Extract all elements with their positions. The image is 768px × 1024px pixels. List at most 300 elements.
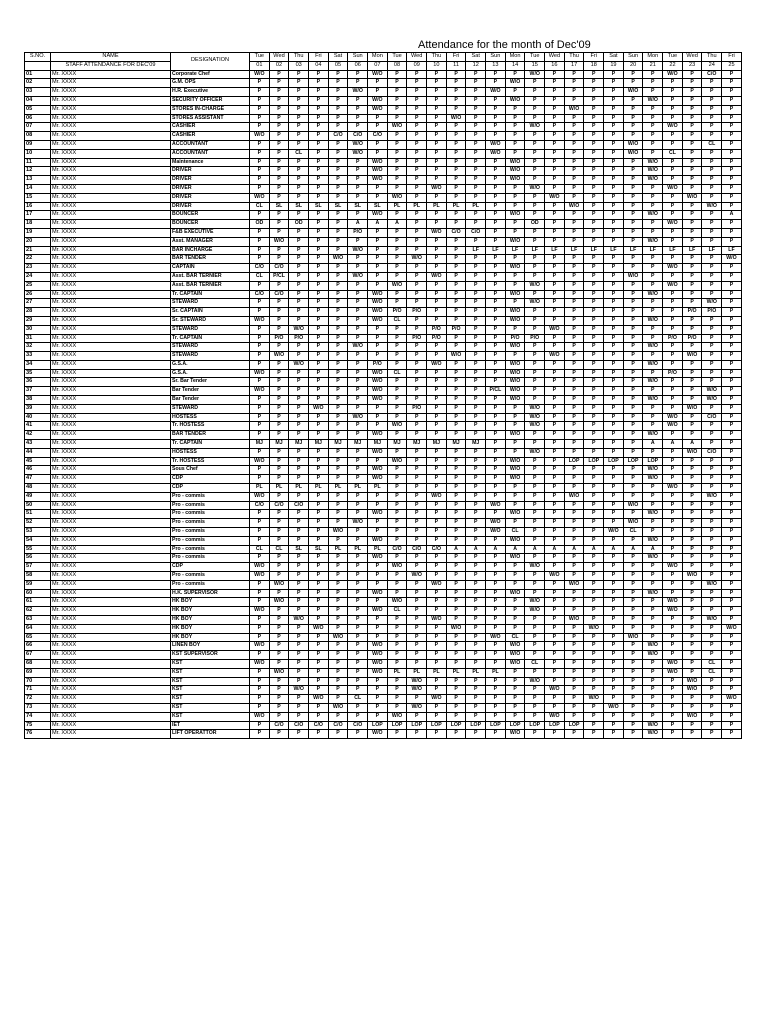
attendance-cell: P	[722, 149, 742, 158]
attendance-cell: P	[682, 132, 702, 141]
attendance-cell: P	[368, 334, 388, 343]
attendance-cell: P	[486, 624, 506, 633]
attendance-cell: P	[682, 598, 702, 607]
attendance-cell: P	[623, 220, 643, 229]
attendance-cell: P	[466, 369, 486, 378]
attendance-cell: P	[584, 360, 604, 369]
attendance-cell: P	[289, 211, 309, 220]
attendance-cell: P	[722, 202, 742, 211]
staff-name-cell: Mr. XXXX	[51, 712, 171, 721]
serial-number-cell: 76	[25, 730, 51, 739]
attendance-cell: P	[446, 176, 466, 185]
attendance-cell: P	[446, 387, 466, 396]
attendance-cell: P	[328, 712, 348, 721]
attendance-cell: P	[604, 466, 624, 475]
attendance-cell: P	[545, 237, 565, 246]
attendance-cell: P	[682, 659, 702, 668]
serial-number-cell: 35	[25, 369, 51, 378]
attendance-cell: P	[250, 360, 270, 369]
attendance-cell: P	[486, 237, 506, 246]
attendance-cell: P	[427, 378, 447, 387]
attendance-cell: P	[446, 695, 466, 704]
attendance-cell: LOP	[427, 721, 447, 730]
attendance-cell: P	[407, 413, 427, 422]
attendance-cell: P	[427, 510, 447, 519]
attendance-cell: P	[722, 70, 742, 79]
table-row	[25, 651, 742, 660]
serial-number-cell: 20	[25, 237, 51, 246]
attendance-cell: P	[387, 730, 407, 739]
attendance-cell: P	[387, 211, 407, 220]
attendance-cell: P	[486, 167, 506, 176]
attendance-cell: C/O	[446, 228, 466, 237]
attendance-cell: P	[309, 448, 329, 457]
attendance-cell: P	[427, 132, 447, 141]
attendance-cell: P	[269, 149, 289, 158]
attendance-cell: P	[466, 659, 486, 668]
attendance-cell: P	[564, 404, 584, 413]
attendance-cell: P	[250, 422, 270, 431]
attendance-cell: P	[663, 519, 683, 528]
attendance-cell: CL	[387, 607, 407, 616]
attendance-cell: P	[309, 167, 329, 176]
attendance-cell: P	[269, 378, 289, 387]
attendance-cell: P	[427, 484, 447, 493]
staff-name-cell: Mr. XXXX	[51, 492, 171, 501]
attendance-cell: P	[427, 633, 447, 642]
attendance-cell: P	[663, 114, 683, 123]
attendance-cell: P	[368, 228, 388, 237]
attendance-cell: P	[643, 79, 663, 88]
attendance-cell: C/O	[348, 132, 368, 141]
attendance-cell: W/O	[702, 387, 722, 396]
attendance-cell: P	[525, 369, 545, 378]
attendance-cell: P	[368, 140, 388, 149]
attendance-cell: P	[387, 246, 407, 255]
attendance-cell: P	[309, 264, 329, 273]
attendance-cell: C/O	[269, 721, 289, 730]
attendance-cell: P	[466, 290, 486, 299]
serial-number-cell: 01	[25, 70, 51, 79]
designation-cell: Pro - commis	[171, 492, 250, 501]
attendance-cell: P	[427, 589, 447, 598]
attendance-cell: P	[309, 616, 329, 625]
serial-number-cell: 13	[25, 176, 51, 185]
attendance-cell: W/O	[328, 528, 348, 537]
attendance-cell: P	[446, 475, 466, 484]
attendance-cell: P/O	[505, 334, 525, 343]
attendance-cell: P	[722, 360, 742, 369]
attendance-cell: P	[623, 651, 643, 660]
attendance-cell: P	[623, 642, 643, 651]
designation-cell: Pro - commis	[171, 510, 250, 519]
staff-name-cell: Mr. XXXX	[51, 624, 171, 633]
day-header: Fri	[584, 53, 604, 62]
attendance-cell: W/O	[505, 211, 525, 220]
attendance-cell: W/O	[250, 607, 270, 616]
attendance-cell: P/O	[682, 334, 702, 343]
attendance-cell: P	[309, 237, 329, 246]
attendance-cell: P	[309, 501, 329, 510]
attendance-cell: W/O	[525, 299, 545, 308]
date-header: 25	[722, 61, 742, 70]
attendance-cell: LF	[722, 246, 742, 255]
attendance-cell: P	[486, 703, 506, 712]
attendance-cell: W/O	[250, 132, 270, 141]
attendance-cell: P	[604, 184, 624, 193]
attendance-cell: P	[702, 475, 722, 484]
designation-cell: KST	[171, 686, 250, 695]
attendance-cell: P	[682, 721, 702, 730]
attendance-cell: W/O	[643, 378, 663, 387]
attendance-cell: P	[446, 281, 466, 290]
date-header: 12	[466, 61, 486, 70]
attendance-cell: P	[250, 510, 270, 519]
attendance-cell: W/O	[525, 598, 545, 607]
attendance-cell: P	[427, 114, 447, 123]
attendance-cell: P	[328, 695, 348, 704]
attendance-cell: P	[289, 352, 309, 361]
attendance-cell: CL	[623, 528, 643, 537]
attendance-cell: P	[446, 264, 466, 273]
attendance-cell: P	[584, 211, 604, 220]
attendance-cell: P	[407, 158, 427, 167]
designation-cell: STEWARD	[171, 299, 250, 308]
attendance-cell: P	[269, 413, 289, 422]
staff-name-cell: Mr. XXXX	[51, 272, 171, 281]
attendance-cell: CL	[348, 695, 368, 704]
attendance-cell: P	[407, 220, 427, 229]
attendance-cell: P	[328, 431, 348, 440]
attendance-cell: P	[309, 607, 329, 616]
attendance-cell: P	[702, 703, 722, 712]
designation-cell: HK BOY	[171, 624, 250, 633]
attendance-cell: P	[584, 325, 604, 334]
attendance-cell: P	[328, 140, 348, 149]
attendance-cell: W/O	[368, 316, 388, 325]
attendance-cell: P	[604, 378, 624, 387]
attendance-cell: P	[564, 299, 584, 308]
attendance-cell: P	[525, 536, 545, 545]
attendance-cell: P	[250, 668, 270, 677]
attendance-cell: P	[643, 193, 663, 202]
table-row	[25, 484, 742, 493]
attendance-cell: P	[446, 519, 466, 528]
attendance-cell: C/O	[289, 501, 309, 510]
serial-number-cell: 30	[25, 325, 51, 334]
attendance-cell: P	[623, 686, 643, 695]
staff-name-cell: Mr. XXXX	[51, 466, 171, 475]
attendance-cell: P	[663, 501, 683, 510]
attendance-cell: P	[466, 343, 486, 352]
day-header: Sat	[604, 53, 624, 62]
attendance-cell: P	[387, 501, 407, 510]
attendance-cell: P	[525, 343, 545, 352]
attendance-cell: P	[525, 211, 545, 220]
attendance-cell: A	[525, 545, 545, 554]
serial-number-cell: 32	[25, 343, 51, 352]
attendance-cell: P	[564, 431, 584, 440]
attendance-cell: P	[702, 712, 722, 721]
attendance-cell: P	[348, 422, 368, 431]
attendance-cell: P	[564, 686, 584, 695]
attendance-cell: P	[584, 79, 604, 88]
attendance-cell: P	[446, 211, 466, 220]
attendance-cell: W/O	[250, 572, 270, 581]
attendance-cell: P	[663, 686, 683, 695]
designation-cell: Tr. CAPTAIN	[171, 440, 250, 449]
attendance-cell: P	[486, 105, 506, 114]
attendance-cell: P	[309, 475, 329, 484]
attendance-cell: P	[564, 228, 584, 237]
attendance-cell: P	[663, 721, 683, 730]
attendance-cell: P	[387, 659, 407, 668]
attendance-cell: P	[604, 563, 624, 572]
attendance-cell: P	[682, 184, 702, 193]
attendance-cell: P	[368, 255, 388, 264]
serial-number-cell: 65	[25, 633, 51, 642]
attendance-cell: W/O	[505, 343, 525, 352]
attendance-cell: P	[387, 484, 407, 493]
staff-name-cell: Mr. XXXX	[51, 237, 171, 246]
attendance-cell: P	[564, 651, 584, 660]
attendance-cell: P	[564, 167, 584, 176]
attendance-cell: W/O	[289, 686, 309, 695]
attendance-cell: P	[604, 202, 624, 211]
attendance-cell: P	[643, 70, 663, 79]
attendance-cell: P	[407, 422, 427, 431]
table-row	[25, 466, 742, 475]
date-header: 04	[309, 61, 329, 70]
attendance-cell: W/O	[663, 659, 683, 668]
attendance-cell: P	[604, 422, 624, 431]
attendance-cell: P	[564, 308, 584, 317]
attendance-cell: P	[545, 703, 565, 712]
serial-number-cell: 22	[25, 255, 51, 264]
attendance-cell: W/O	[545, 712, 565, 721]
attendance-cell: P	[446, 167, 466, 176]
table-row	[25, 105, 742, 114]
attendance-cell: W/O	[525, 422, 545, 431]
attendance-cell: W/O	[368, 536, 388, 545]
attendance-cell: P	[446, 360, 466, 369]
attendance-cell: P	[486, 677, 506, 686]
attendance-cell: P	[505, 519, 525, 528]
attendance-cell: P	[505, 712, 525, 721]
attendance-cell: P	[427, 290, 447, 299]
attendance-cell: P	[525, 79, 545, 88]
attendance-cell: P	[604, 220, 624, 229]
attendance-cell: P	[702, 686, 722, 695]
attendance-cell: P	[505, 281, 525, 290]
date-header: 02	[269, 61, 289, 70]
attendance-cell: P	[545, 281, 565, 290]
attendance-cell: P	[722, 140, 742, 149]
attendance-cell: P	[289, 651, 309, 660]
attendance-cell: P	[328, 492, 348, 501]
attendance-cell: P	[289, 422, 309, 431]
date-header: 13	[486, 61, 506, 70]
attendance-cell: P	[643, 105, 663, 114]
attendance-cell: P	[564, 703, 584, 712]
attendance-cell: P	[604, 387, 624, 396]
attendance-cell: P	[348, 642, 368, 651]
day-header: Mon	[505, 53, 525, 62]
attendance-cell: P	[348, 730, 368, 739]
attendance-cell: W/O	[250, 712, 270, 721]
attendance-cell: P	[702, 695, 722, 704]
attendance-cell: P	[682, 387, 702, 396]
attendance-cell: PL	[407, 668, 427, 677]
attendance-cell: P	[545, 132, 565, 141]
attendance-cell: P	[623, 607, 643, 616]
attendance-cell: P	[505, 132, 525, 141]
date-header: 18	[584, 61, 604, 70]
attendance-cell: P	[525, 114, 545, 123]
attendance-cell: P	[289, 572, 309, 581]
table-row	[25, 79, 742, 88]
attendance-cell: P	[250, 677, 270, 686]
attendance-cell: P	[269, 211, 289, 220]
attendance-cell: P	[564, 272, 584, 281]
table-row	[25, 457, 742, 466]
attendance-cell: P	[427, 281, 447, 290]
attendance-cell: P	[269, 457, 289, 466]
attendance-cell: P	[289, 184, 309, 193]
attendance-cell: P	[722, 387, 742, 396]
attendance-cell: P	[525, 360, 545, 369]
attendance-cell: P	[348, 431, 368, 440]
designation-cell: BOUNCER	[171, 220, 250, 229]
attendance-cell: W/O	[682, 712, 702, 721]
attendance-cell: P	[722, 703, 742, 712]
attendance-cell: P	[564, 264, 584, 273]
attendance-cell: P	[289, 642, 309, 651]
attendance-cell: P	[564, 378, 584, 387]
attendance-cell: P	[368, 695, 388, 704]
attendance-cell: LF	[545, 246, 565, 255]
staff-name-cell: Mr. XXXX	[51, 396, 171, 405]
attendance-cell: P	[466, 695, 486, 704]
attendance-cell: P	[545, 308, 565, 317]
attendance-cell: P	[387, 290, 407, 299]
attendance-cell: P	[407, 70, 427, 79]
attendance-cell: P	[348, 158, 368, 167]
attendance-cell: P	[702, 272, 722, 281]
attendance-cell: P	[446, 616, 466, 625]
attendance-cell: W/O	[387, 563, 407, 572]
attendance-cell: P	[466, 730, 486, 739]
attendance-cell: P	[328, 211, 348, 220]
attendance-cell: P	[446, 580, 466, 589]
attendance-cell: W/O	[387, 712, 407, 721]
attendance-cell: SL	[328, 202, 348, 211]
attendance-cell: P	[604, 308, 624, 317]
designation-cell: Asst. MANAGER	[171, 237, 250, 246]
table-row	[25, 352, 742, 361]
attendance-cell: PL	[328, 545, 348, 554]
attendance-cell: W/O	[643, 466, 663, 475]
attendance-cell: P	[584, 70, 604, 79]
table-row	[25, 246, 742, 255]
attendance-cell: P	[250, 413, 270, 422]
attendance-cell: P	[545, 659, 565, 668]
attendance-cell: P	[446, 308, 466, 317]
attendance-cell: P	[387, 572, 407, 581]
attendance-cell: P	[584, 563, 604, 572]
attendance-cell: P/O	[407, 334, 427, 343]
attendance-cell: P	[545, 484, 565, 493]
attendance-cell: C/O	[269, 501, 289, 510]
attendance-cell: W/O	[663, 668, 683, 677]
attendance-cell: P	[604, 299, 624, 308]
attendance-cell: P	[486, 132, 506, 141]
attendance-cell: SL	[269, 202, 289, 211]
table-row	[25, 264, 742, 273]
attendance-cell: P	[250, 730, 270, 739]
attendance-cell: P	[486, 264, 506, 273]
attendance-cell: P	[289, 457, 309, 466]
attendance-cell: P	[722, 580, 742, 589]
attendance-cell: P	[407, 448, 427, 457]
attendance-cell: P/O	[407, 404, 427, 413]
attendance-cell: P	[309, 431, 329, 440]
attendance-cell: P	[269, 316, 289, 325]
attendance-cell: P	[564, 369, 584, 378]
attendance-cell: P	[623, 290, 643, 299]
attendance-cell: P/CL	[269, 272, 289, 281]
attendance-cell: W/O	[643, 651, 663, 660]
attendance-cell: LF	[643, 246, 663, 255]
attendance-cell: P	[663, 299, 683, 308]
attendance-cell: P	[545, 598, 565, 607]
attendance-cell: P	[466, 325, 486, 334]
table-row	[25, 686, 742, 695]
designation-cell: CAPTAIN	[171, 264, 250, 273]
attendance-cell: W/O	[446, 352, 466, 361]
attendance-cell: A	[623, 545, 643, 554]
attendance-cell: W/O	[643, 589, 663, 598]
attendance-cell: P	[604, 624, 624, 633]
attendance-cell: P	[682, 79, 702, 88]
attendance-cell: P	[584, 721, 604, 730]
date-header: 20	[623, 61, 643, 70]
attendance-cell: P	[722, 659, 742, 668]
attendance-cell: P	[309, 396, 329, 405]
attendance-cell: P	[250, 598, 270, 607]
attendance-cell: P	[486, 475, 506, 484]
attendance-cell: P	[427, 431, 447, 440]
attendance-cell: P	[525, 695, 545, 704]
attendance-cell: MJ	[466, 440, 486, 449]
table-row	[25, 220, 742, 229]
attendance-cell: P	[643, 659, 663, 668]
attendance-cell: P	[250, 149, 270, 158]
attendance-cell: P	[663, 132, 683, 141]
attendance-cell: P	[702, 228, 722, 237]
attendance-cell: P	[623, 730, 643, 739]
attendance-cell: C/O	[348, 721, 368, 730]
attendance-cell: P	[604, 114, 624, 123]
attendance-cell: P	[289, 176, 309, 185]
attendance-cell: P	[446, 528, 466, 537]
attendance-cell: P	[486, 413, 506, 422]
day-header: Wed	[682, 53, 702, 62]
serial-number-cell: 68	[25, 659, 51, 668]
attendance-cell: P	[564, 334, 584, 343]
staff-attendance-caption: STAFF ATTENDANCE FOR DEC'09	[51, 61, 171, 70]
attendance-cell: P	[525, 703, 545, 712]
